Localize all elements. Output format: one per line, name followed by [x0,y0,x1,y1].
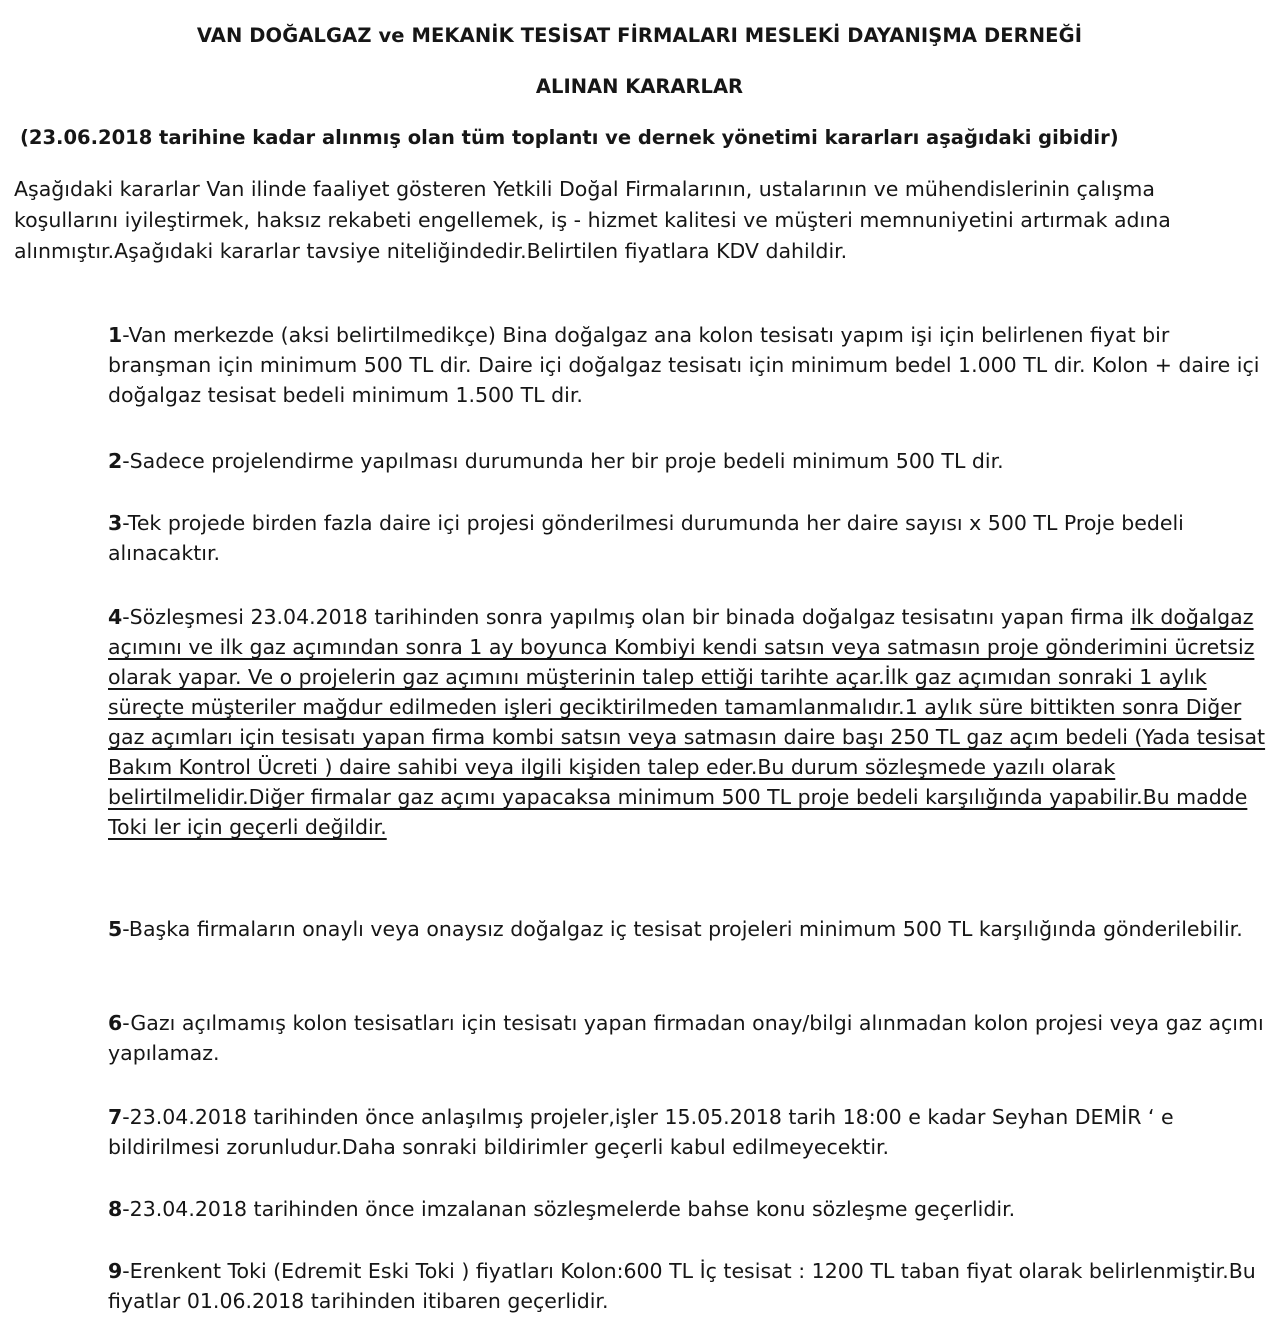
document-note: (23.06.2018 tarihine kadar alınmış olan tüm toplantı ve dernek yönetimi kararları aşağıdaki gibidir) [20,126,1119,149]
decision-item-8 [108,1194,1268,1224]
decision-underlined-text: ilk doğalgaz açımını ve ilk gaz açımından sonra 1 ay boyunca Kombiyi kendi satsın veya satmasın proje gönderimini ücretsiz olarak yapar. Ve o projelerin gaz açımını müşterinin talep ettiği tarihte açar.İlk gaz açımıdan sonraki 1 aylık süreçte müşteriler mağdur edilmeden işleri geciktirilmeden tamamlanmalıdır.1 aylık süre bittikten sonra Diğer gaz açımları için tesisatı yapan firma kombi satsın veya satmasın daire başı 250 TL gaz açım bedeli (Yada tesisat Bakım Kontrol Ücreti ) daire sahibi veya ilgili kişiden talep eder.Bu durum sözleşmede yazılı olarak belirtilmelidir.Diğer firmalar gaz açımı yapacaksa minimum 500 TL proje bedeli karşılığında yapabilir.Bu madde Toki ler için geçerli değildir. [108,605,1266,839]
decision-item-6 [108,1008,1268,1068]
decision-number: 8 [108,1197,123,1221]
document-subtitle: ALINAN KARARLAR [535,75,744,98]
intro-paragraph: Aşağıdaki kararlar Van ilinde faaliyet gösteren Yetkili Doğal Firmalarının, ustalarının ve mühendislerinin çalışma koşullarını iyileştirmek, haksız rekabeti engellemek, iş - hizmet kalitesi ve müşteri memnuniyetini artırmak adına alınmıştır.Aşağıdaki kararlar tavsiye niteliğindedir.Belirtilen fiyatlara KDV dahildir. [14,177,1171,263]
decision-text: -23.04.2018 tarihinden önce anlaşılmış projeler,işler 15.05.2018 tarih 18:00 e kadar Seyhan DEMİR ‘ e bildirilmesi zorunludur.Daha sonraki bildirimler geçerli kabul edilmeyecektir. [108,1105,1174,1159]
decision-number: 9 [108,1259,123,1283]
decision-number: 5 [108,917,123,941]
decision-number: 6 [108,1011,123,1035]
decision-item-3 [108,508,1268,568]
decision-text: -Gazı açılmamış kolon tesisatları için tesisatı yapan firmadan onay/bilgi alınmadan kolon projesi veya gaz açımı yapılamaz. [108,1011,1264,1065]
decision-number: 3 [108,511,123,535]
decision-text: -Sözleşmesi 23.04.2018 tarihinden sonra yapılmış olan bir binada doğalgaz tesisatını yapan firma [122,605,1131,629]
decision-text: -Sadece projelendirme yapılması durumunda her bir proje bedeli minimum 500 TL dir. [122,449,1004,473]
decision-text: -Erenkent Toki (Edremit Eski Toki ) fiyatları Kolon:600 TL İç tesisat : 1200 TL taban fiyat olarak belirlenmiştir.Bu fiyatlar 01.06.2018 tarihinden itibaren geçerlidir. [108,1259,1256,1313]
decision-item-5 [108,914,1268,944]
decision-text: -Tek projede birden fazla daire içi projesi gönderilmesi durumunda her daire sayısı x 500 TL Proje bedeli alınacaktır. [108,511,1184,565]
decision-item-9 [108,1256,1268,1316]
decision-number: 1 [108,323,123,347]
decision-item-2 [108,446,1268,476]
document-title: VAN DOĞALGAZ ve MEKANİK TESİSAT FİRMALARI MESLEKİ DAYANIŞMA DERNEĞİ [196,24,1083,47]
decision-number: 7 [108,1105,123,1129]
decision-number: 4 [108,605,123,629]
decision-item-4 [108,602,1268,842]
decision-text: -Başka firmaların onaylı veya onaysız doğalgaz iç tesisat projeleri minimum 500 TL karşılığında gönderilebilir. [122,917,1243,941]
decision-text: -23.04.2018 tarihinden önce imzalanan sözleşmelerde bahse konu sözleşme geçerlidir. [122,1197,1016,1221]
decision-text: -Van merkezde (aksi belirtilmedikçe) Bina doğalgaz ana kolon tesisatı yapım işi için belirlenen fiyat bir branşman için minimum 500 TL dir. Daire içi doğalgaz tesisatı için minimum bedel 1.000 TL dir. Kolon + daire içi doğalgaz tesisat bedeli minimum 1.500 TL dir. [108,323,1260,407]
decision-item-1 [108,320,1268,410]
decision-item-7 [108,1102,1268,1162]
decision-number: 2 [108,449,123,473]
